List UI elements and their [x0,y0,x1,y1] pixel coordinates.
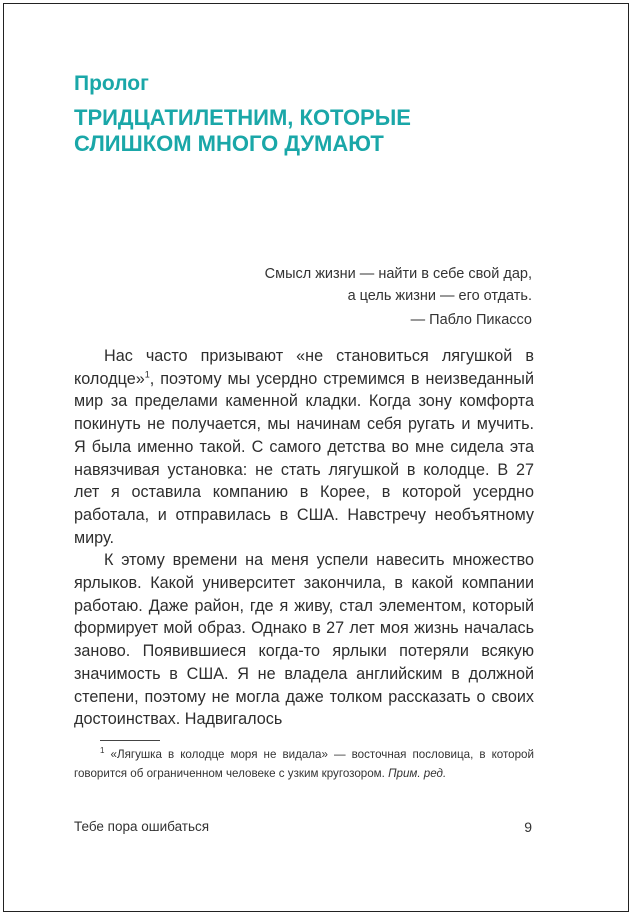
chapter-label: Пролог [74,72,149,95]
book-page [3,3,629,912]
chapter-title [74,105,574,157]
footnote-editor-note: Прим. ред. [388,767,447,780]
paragraph-2: К этому времени на меня успели навесить множество ярлыков. Какой университет закончила, в какой компании работаю. Даже район, где я живу, стал элементом, который формирует мой образ. Однако в 27 лет моя жизнь началась заново. Появившиеся когда-то ярлыки потеряли всякую значимость в США. Я не владела английским в должной степени, поэтому не могла даже толком рассказать о своих достоинствах. Надвигалось [74,551,534,729]
body-text [74,345,534,731]
epigraph [265,263,532,331]
running-footer-title: Тебе пора ошибаться [74,819,210,834]
epigraph-author: — Пабло Пикассо [410,312,532,328]
paragraph-1 [74,345,534,549]
footnote-reference[interactable]: 1 [144,369,150,380]
footnote [74,745,534,783]
page-number: 9 [524,819,532,835]
footnote-text: «Лягушка в колодце моря не видала» — восточная пословица, в которой говорится об ограниченном человеке с узким кругозором. [74,748,534,780]
chapter-title-line-2: СЛИШКОМ МНОГО ДУМАЮТ [74,131,384,156]
chapter-title-line-1: ТРИДЦАТИЛЕТНИМ, КОТОРЫЕ [74,105,411,130]
paragraph-1-end: , поэтому мы усердно стремимся в неизведанный мир за пределами каменной кладки. Когда зону комфорта покинуть не получается, мы начинам себя ругать и мучить. Я была именно такой. С самого детства во мне сидела эта навязчивая установка: не стать лягушкой в колодце. В 27 лет я оставила компанию в Корее, в которой усердно работала, и отправилась в США. Навстречу необъятному миру. [74,369,534,547]
epigraph-line-1: Смысл жизни — найти в себе свой дар, [264,266,532,282]
footnote-number: 1 [100,746,105,756]
epigraph-line-2: а цель жизни — его отдать. [347,288,532,304]
footnote-divider [100,740,160,741]
paragraph-1-start: Нас часто призывают «не становиться лягушкой в колодце» [74,347,534,388]
